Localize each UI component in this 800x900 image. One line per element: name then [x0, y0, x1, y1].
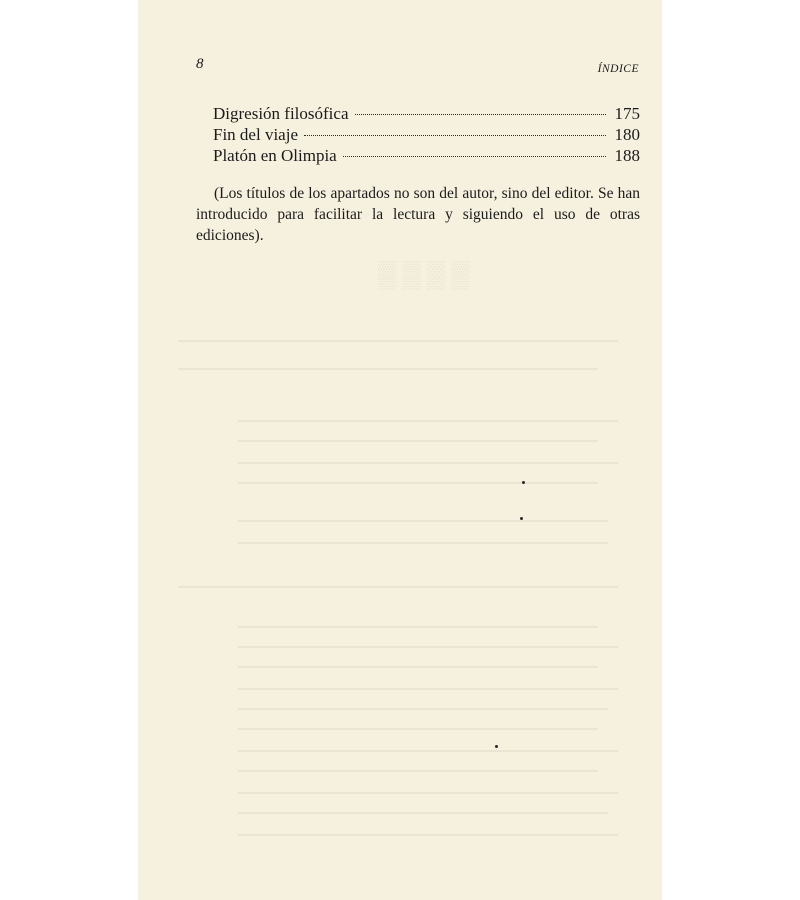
toc-entry-page: 188: [614, 146, 640, 165]
toc-entry-page: 175: [614, 104, 640, 123]
ink-speck: [522, 481, 525, 484]
bleed-through-line: [238, 770, 598, 772]
bleed-through-line: [238, 542, 608, 544]
bleed-through-line: [238, 812, 608, 814]
page-number: 8: [196, 56, 204, 72]
book-page: [138, 0, 662, 900]
toc-dot-leader: [304, 135, 606, 136]
toc-entry-title: Platón en Olimpia: [213, 146, 337, 165]
bleed-through-line: [178, 368, 598, 370]
ink-speck: [520, 517, 523, 520]
bleed-through-line: [238, 626, 598, 628]
running-head: ÍNDICE: [597, 63, 639, 75]
bleed-through-line: [238, 834, 618, 836]
bleed-through-line: [238, 708, 608, 710]
bleed-through-heading: ▒▒▒▒: [378, 260, 476, 289]
bleed-through-line: [238, 728, 598, 730]
bleed-through-line: [238, 520, 608, 522]
bleed-through-line: [238, 646, 618, 648]
bleed-through-line: [238, 440, 598, 442]
toc-entry-page: 180: [614, 125, 640, 144]
bleed-through-line: [238, 750, 618, 752]
bleed-through-line: [238, 462, 618, 464]
bleed-through-line: [238, 688, 618, 690]
bleed-through-line: [178, 586, 618, 588]
toc-entry-title: Fin del viaje: [213, 125, 298, 144]
toc-entry: [213, 145, 640, 166]
bleed-through-line: [238, 666, 598, 668]
ink-speck: [495, 745, 498, 748]
bleed-through-line: [238, 420, 618, 422]
toc-dot-leader: [343, 156, 606, 157]
toc-entry: [213, 103, 640, 124]
bleed-through-line: [238, 792, 618, 794]
toc-dot-leader: [355, 114, 607, 115]
editor-note: (Los títulos de los apartados no son del autor, sino del editor. Se han introducido para facilitar la lectura y siguiendo el uso de otras ediciones).: [196, 185, 640, 244]
toc-entry-title: Digresión filosófica: [213, 104, 349, 123]
toc-entry: [213, 124, 640, 145]
bleed-through-line: [238, 482, 598, 484]
table-of-contents: [213, 103, 640, 166]
bleed-through-line: [178, 340, 618, 342]
